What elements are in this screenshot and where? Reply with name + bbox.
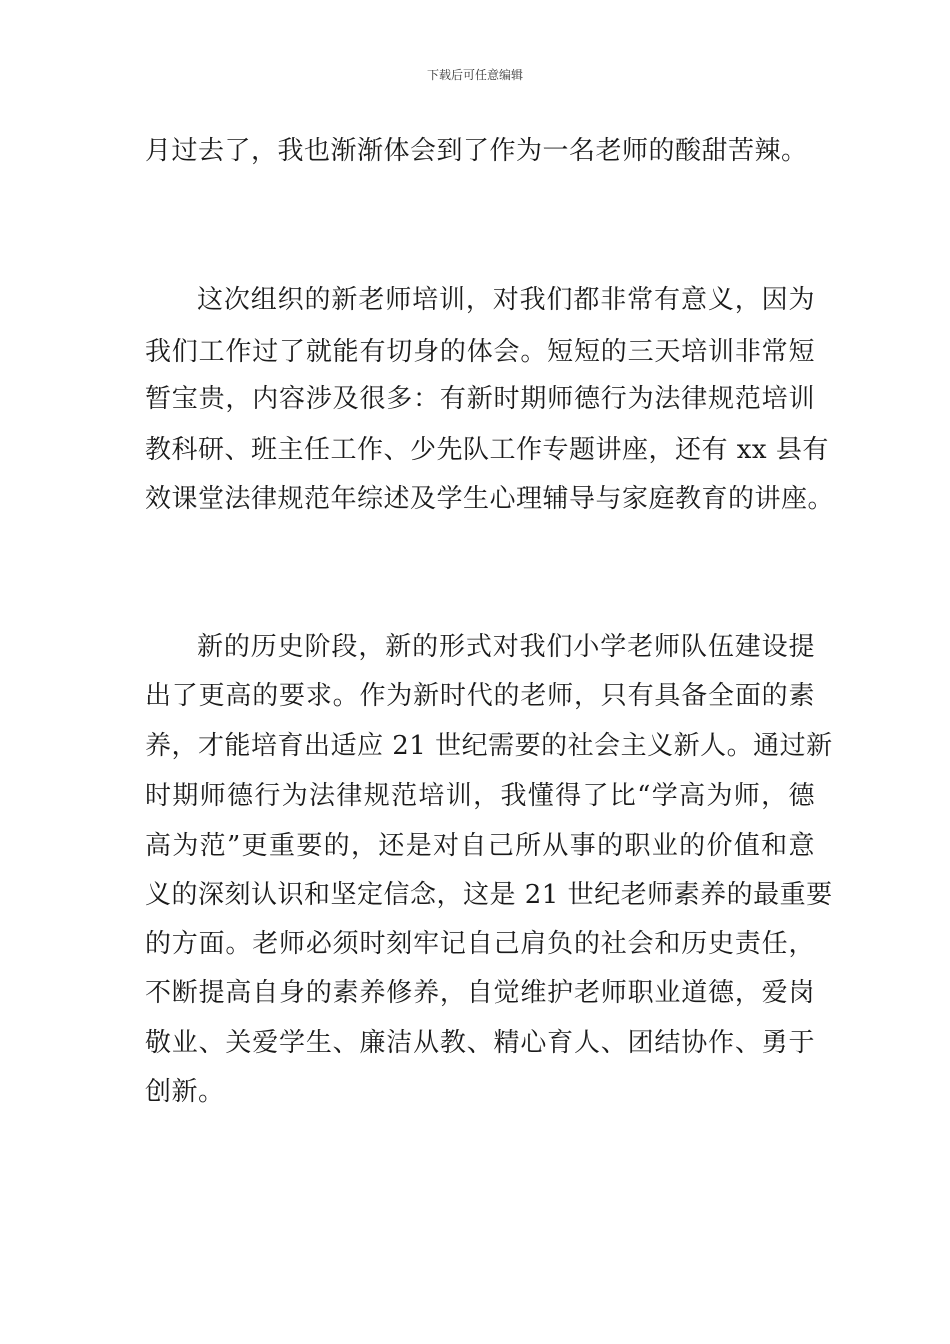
header-note: 下载后可任意编辑	[426, 68, 523, 82]
paragraph-3-line-1: 新的历史阶段，新的形式对我们小学老师队伍建设提	[197, 632, 815, 662]
paragraph-2-line-3: 暂宝贵，内容涉及很多：有新时期师德行为法律规范培训	[145, 384, 815, 414]
paragraph-1-line-1: 月过去了，我也渐渐体会到了作为一名老师的酸甜苦辣。	[145, 136, 808, 166]
paragraph-3-line-9: 敬业、关爱学生、廉洁从教、精心育人、团结协作、勇于	[145, 1028, 815, 1058]
paragraph-3-line-7: 的方面。老师必须时刻牢记自己肩负的社会和历史责任，	[145, 929, 815, 959]
paragraph-2-line-4: 教科研、班主任工作、少先队工作专题讲座，还有 xx 县有	[145, 435, 829, 465]
paragraph-3-line-4: 时期师德行为法律规范培训，我懂得了比“学高为师，德	[145, 781, 815, 811]
paragraph-2-line-5: 效课堂法律规范年综述及学生心理辅导与家庭教育的讲座。	[145, 484, 835, 514]
paragraph-3-line-2: 出了更高的要求。作为新时代的老师，只有具备全面的素	[145, 681, 815, 711]
paragraph-2-line-2: 我们工作过了就能有切身的体会。短短的三天培训非常短	[145, 337, 815, 367]
paragraph-2-line-1: 这次组织的新老师培训，对我们都非常有意义，因为	[197, 285, 815, 315]
paragraph-3-line-5: 高为范”更重要的，还是对自己所从事的职业的价值和意	[145, 831, 815, 861]
paragraph-3-line-8: 不断提高自身的素养修养，自觉维护老师职业道德，爱岗	[145, 978, 815, 1008]
paragraph-3-line-6: 义的深刻认识和坚定信念，这是 21 世纪老师素养的最重要	[145, 880, 833, 910]
paragraph-3-line-3: 养，才能培育出适应 21 世纪需要的社会主义新人。通过新	[145, 731, 833, 761]
paragraph-3-line-10: 创新。	[145, 1077, 225, 1107]
